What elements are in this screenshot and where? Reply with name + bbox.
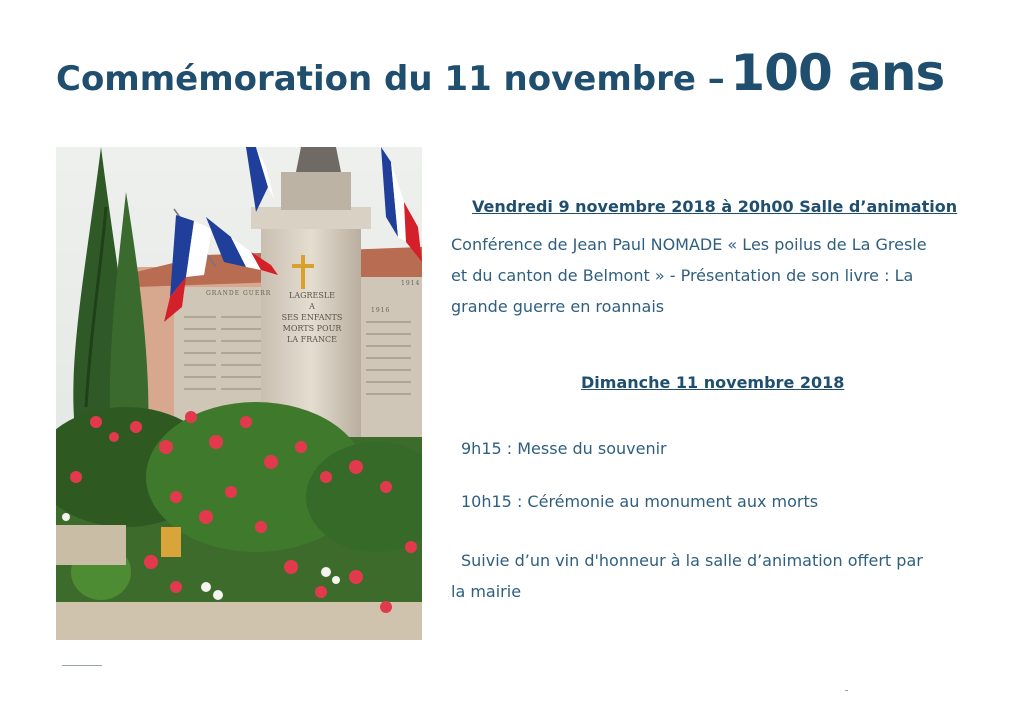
inscription-line: LA FRANCE [287,335,337,344]
reception-line: la mairie [451,582,522,601]
event1-line: et du canton de Belmont » - Présentation de son livre : La [451,266,914,285]
inscription-line: MORTS POUR [282,324,342,333]
event1-description [451,229,927,322]
panel-left-label: GRANDE GUERR [206,290,272,297]
scan-mark [62,665,102,666]
memorial-inscription [272,290,352,345]
war-memorial-photo [56,147,422,640]
event1-line: grande guerre en roannais [451,297,665,316]
panel-right-label: 1914 [401,280,421,287]
event1-line: Conférence de Jean Paul NOMADE « Les poilus de La Gresle [451,235,927,254]
panel-right-year: 1916 [371,307,391,314]
event2-item-mass: 9h15 : Messe du souvenir [461,439,667,458]
reception-line: Suivie d’un vin d'honneur à la salle d’animation offert par [461,551,923,570]
scan-mark [845,690,848,691]
event2-item-ceremony: 10h15 : Cérémonie au monument aux morts [461,492,819,511]
title-emphasis: 100 ans [730,44,945,102]
event1-heading: Vendredi 9 novembre 2018 à 20h00 Salle d’animation [472,197,958,216]
inscription-line: SES ENFANTS [281,313,343,322]
inscription-line: LAGRESLE [289,291,335,300]
inscription-line: A [309,302,315,311]
event2-item-reception [451,545,923,607]
title-main: Commémoration du 11 novembre – [56,59,725,99]
page-title [56,44,944,102]
event2-heading: Dimanche 11 novembre 2018 [581,373,845,392]
